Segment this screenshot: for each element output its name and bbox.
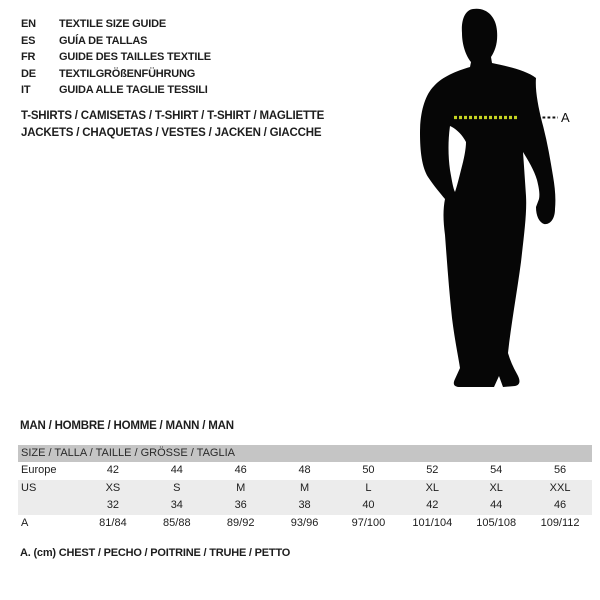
size-value-cell: 48	[298, 464, 311, 476]
size-table-rows	[18, 462, 592, 532]
language-label: TEXTILE SIZE GUIDE	[59, 18, 167, 30]
row-label: A	[21, 516, 29, 529]
size-value-cell: 40	[362, 499, 375, 511]
language-code: DE	[21, 67, 36, 80]
size-value-cell: 93/96	[290, 516, 319, 529]
language-label: TEXTILGRÖßENFÜHRUNG	[59, 67, 196, 80]
language-code: FR	[21, 51, 36, 64]
size-value-cell: 42	[426, 499, 439, 511]
language-label: GUÍA DE TALLAS	[59, 34, 148, 47]
size-value-cell: 34	[170, 499, 183, 511]
size-table-row-europe	[18, 462, 592, 480]
size-value-cell: 54	[490, 464, 503, 476]
size-value-cell: 32	[106, 499, 120, 511]
size-value-cell: 52	[426, 464, 439, 476]
size-value-cell: 105/108	[476, 516, 517, 529]
size-value-cell: 109/112	[540, 516, 580, 529]
language-code: IT	[21, 84, 31, 97]
size-value-cell: XS	[105, 481, 121, 494]
language-row-fr	[21, 49, 211, 66]
size-value-cell: M	[299, 481, 310, 494]
size-value-cell: 42	[106, 464, 120, 476]
size-value-cell: 46	[553, 499, 567, 511]
male-silhouette-shape	[420, 9, 555, 387]
size-value-cell: 36	[234, 499, 247, 511]
language-code: EN	[21, 18, 36, 30]
size-table-row-a	[18, 515, 592, 533]
male-silhouette-figure	[390, 0, 600, 400]
size-value-cell: 44	[170, 464, 183, 476]
language-row-en	[21, 16, 211, 33]
size-table	[18, 445, 592, 532]
size-value-cell: 44	[490, 499, 503, 511]
male-silhouette-svg	[390, 0, 600, 400]
size-table-row-us	[18, 480, 592, 498]
size-value-cell: 46	[234, 464, 247, 476]
language-label: GUIDE DES TAILLES TEXTILE	[59, 51, 211, 64]
size-value-cell: 85/88	[163, 516, 191, 529]
size-value-cell: 97/100	[351, 516, 386, 529]
size-value-cell: XXL	[549, 481, 571, 494]
language-row-es	[21, 33, 211, 50]
size-table-header-bar: SIZE / TALLA / TAILLE / GRÖSSE / TAGLIA	[18, 445, 592, 462]
size-value-cell: 50	[362, 464, 375, 476]
size-value-cell: L	[365, 481, 372, 494]
category-line-2: JACKETS / CHAQUETAS / VESTES / JACKEN / GIACCHE	[21, 127, 322, 139]
measurement-footnote: A. (cm) CHEST / PECHO / POITRINE / TRUHE / PETTO	[20, 547, 291, 559]
measure-label-a: A	[561, 110, 570, 125]
size-value-cell: XL	[489, 481, 503, 494]
row-label	[18, 497, 81, 515]
size-value-cell: 89/92	[226, 516, 255, 529]
table-section-title: MAN / HOMBRE / HOMME / MANN / MAN	[20, 420, 234, 432]
language-row-it	[21, 82, 211, 99]
size-table-row	[18, 497, 592, 515]
language-code: ES	[21, 34, 36, 47]
size-value-cell: 81/84	[99, 516, 127, 529]
category-line-1: T-SHIRTS / CAMISETAS / T-SHIRT / T-SHIRT / MAGLIETTE	[21, 110, 325, 122]
row-label: Europe	[21, 464, 57, 476]
language-list	[21, 16, 211, 99]
language-row-de	[21, 66, 211, 83]
size-value-cell: 38	[298, 499, 311, 511]
garment-category-lines	[21, 108, 324, 142]
row-label: US	[21, 481, 37, 494]
size-value-cell: 56	[553, 464, 567, 476]
size-value-cell: XL	[425, 481, 440, 494]
size-value-cell: 101/104	[412, 516, 453, 529]
size-value-cell: M	[236, 481, 246, 494]
language-label: GUIDA ALLE TAGLIE TESSILI	[59, 84, 208, 97]
size-value-cell: S	[173, 481, 181, 494]
